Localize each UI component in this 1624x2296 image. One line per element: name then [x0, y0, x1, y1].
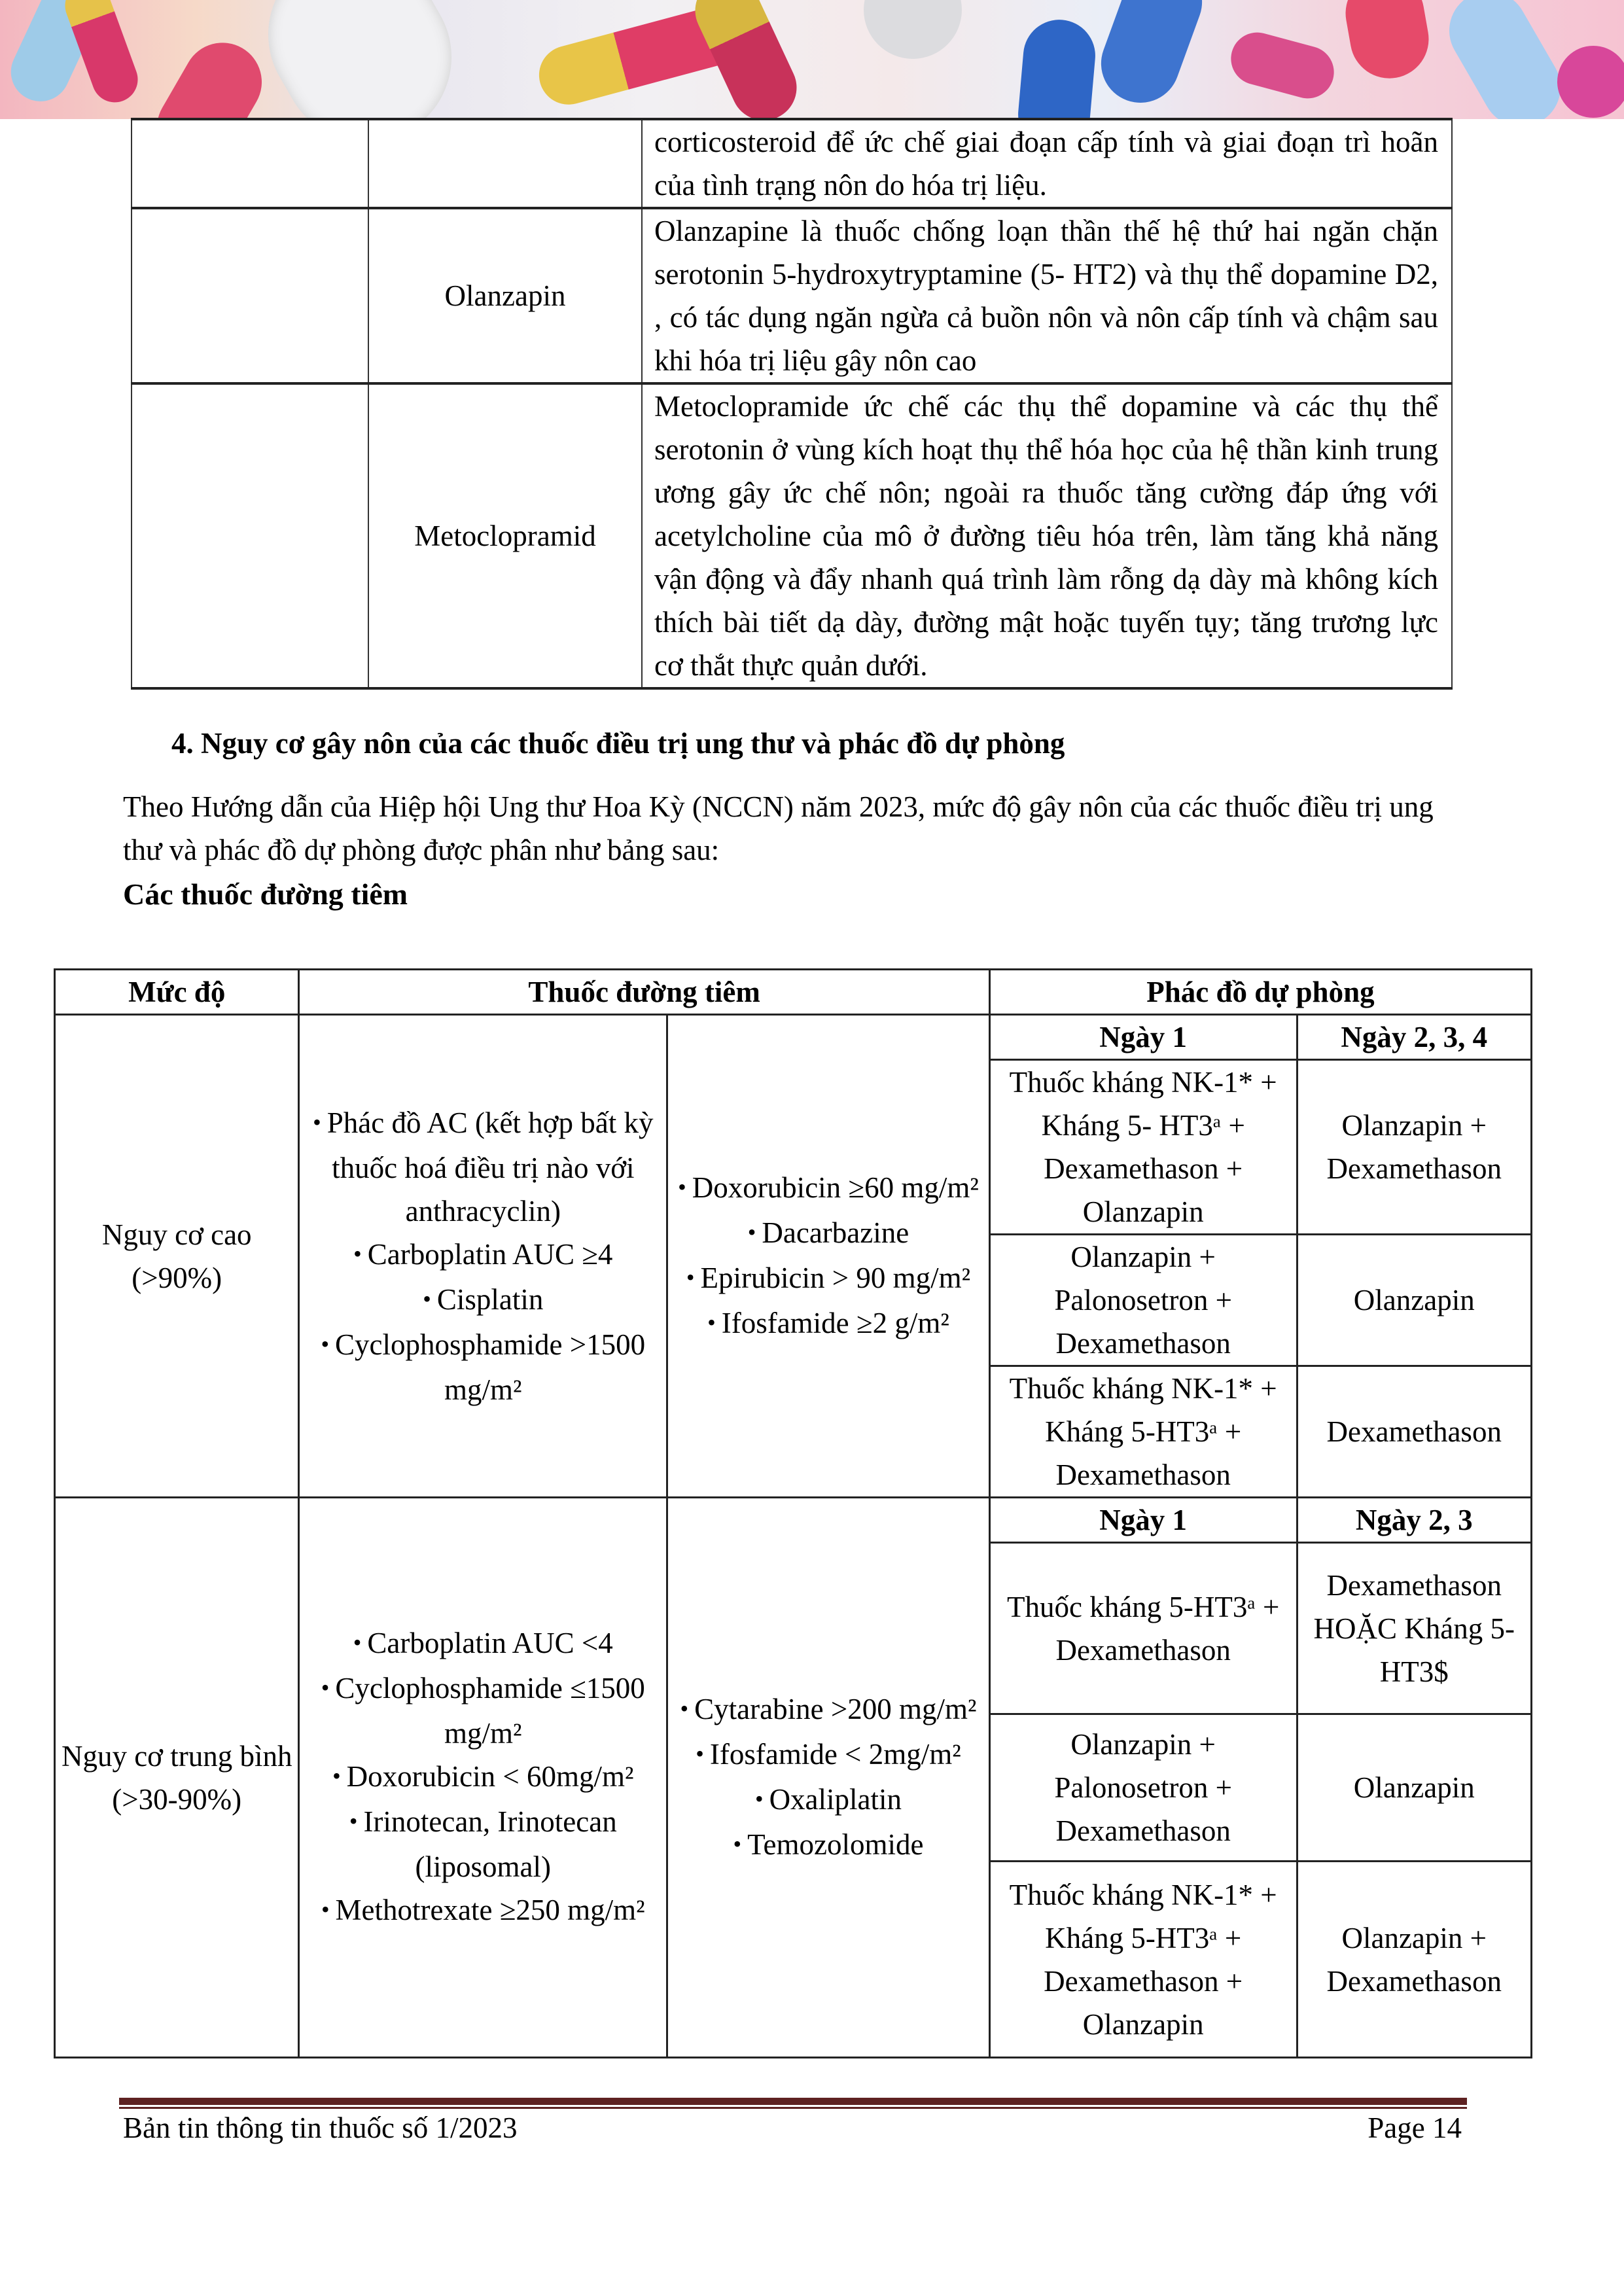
- drug-item: • Dacarbazine: [673, 1211, 983, 1256]
- drug-list-cell: [299, 1015, 667, 1498]
- drug-description-cell: Metoclopramide ức chế các thụ thể dopamine và các thụ thể serotonin ở vùng kích hoạt thụ thể hóa học của hệ thần kinh trung ương gây ức chế nôn; ngoài ra thuốc tăng cường đáp ứng với acetylcholine của mô ở đường tiêu hóa trên, làm tăng khả năng vận động và đẩy nhanh quá trình làm rỗng dạ dày mà không kích thích bài tiết dạ dày, đường mật hoặc tuyến tụy; tăng trương lực cơ thắt thực quản dưới.: [642, 383, 1452, 688]
- drug-list-cell: [299, 1498, 667, 2058]
- table-row: [55, 1498, 1532, 1543]
- drug-description-cell: Olanzapine là thuốc chống loạn thần thế hệ thứ hai ngăn chặn serotonin 5-hydroxytryptamine (5- HT2) và thụ thể dopamine D2, , có tác dụng ngăn ngừa cả buồn nôn và nôn cấp tính và chậm sau khi hóa trị liệu gây nôn cao: [642, 208, 1452, 383]
- drug-item: • Cyclophosphamide >1500 mg/m²: [305, 1323, 661, 1411]
- header-injectable-drugs: Thuốc đường tiêm: [299, 970, 989, 1015]
- drug-name-cell: Olanzapin: [368, 208, 642, 383]
- table-row: [132, 383, 1452, 688]
- regimen-later-days-cell: Dexamethason: [1297, 1366, 1532, 1498]
- drug-item: • Ifosfamide ≥2 g/m²: [673, 1301, 983, 1347]
- intro-paragraph: Theo Hướng dẫn của Hiệp hội Ung thư Hoa Kỳ (NCCN) năm 2023, mức độ gây nôn của các thuốc điều trị ung thư và phác đồ dự phòng được phân như bảng sau:: [123, 790, 1434, 866]
- regimen-day1-cell: Thuốc kháng 5-HT3ᵃ + Dexamethason: [989, 1543, 1297, 1714]
- drug-item: • Cyclophosphamide ≤1500 mg/m²: [305, 1667, 661, 1755]
- drug-item: • Cisplatin: [305, 1278, 661, 1323]
- regimen-later-days-cell: Dexamethason HOẶC Kháng 5-HT3$: [1297, 1543, 1532, 1714]
- footer-divider-thick: [119, 2098, 1467, 2105]
- regimen-day1-cell: Olanzapin + Palonosetron + Dexamethason: [989, 1235, 1297, 1366]
- footer-divider-thin: [119, 2107, 1467, 2109]
- pills-banner-image: [0, 0, 1624, 119]
- day-header: Ngày 1: [989, 1498, 1297, 1543]
- regimen-day1-cell: Thuốc kháng NK-1* + Kháng 5-HT3ᵃ + Dexamethason + Olanzapin: [989, 1862, 1297, 2058]
- regimen-day1-cell: Olanzapin + Palonosetron + Dexamethason: [989, 1714, 1297, 1862]
- drug-list-cell: [667, 1015, 990, 1498]
- drug-item: • Methotrexate ≥250 mg/m²: [305, 1888, 661, 1934]
- subheading-injectable-drugs: Các thuốc đường tiêm: [123, 877, 408, 911]
- empty-cell: [132, 383, 368, 688]
- drug-item: • Doxorubicin < 60mg/m²: [305, 1755, 661, 1800]
- regimen-later-days-cell: Olanzapin + Dexamethason: [1297, 1862, 1532, 2058]
- regimen-later-days-cell: Olanzapin + Dexamethason: [1297, 1060, 1532, 1235]
- table-row: [132, 208, 1452, 383]
- drug-item: • Carboplatin AUC <4: [305, 1621, 661, 1667]
- footer-publication-title: Bản tin thông tin thuốc số 1/2023: [123, 2111, 518, 2144]
- regimen-later-days-cell: Olanzapin: [1297, 1235, 1532, 1366]
- drug-item: • Epirubicin > 90 mg/m²: [673, 1256, 983, 1301]
- empty-cell: [132, 119, 368, 208]
- empty-cell: [132, 208, 368, 383]
- drug-item: • Cytarabine >200 mg/m²: [673, 1687, 983, 1733]
- drug-item: • Phác đồ AC (kết hợp bất kỳ thuốc hoá điều trị nào với anthracyclin): [305, 1101, 661, 1233]
- drug-name-cell: [368, 119, 642, 208]
- regimen-later-days-cell: Olanzapin: [1297, 1714, 1532, 1862]
- table-row: [132, 119, 1452, 208]
- drug-mechanism-table-continued: [131, 118, 1453, 690]
- header-prophylaxis-regimen: Phác đồ dự phòng: [989, 970, 1531, 1015]
- section-heading: 4. Nguy cơ gây nôn của các thuốc điều trị ung thư và phác đồ dự phòng: [171, 727, 1065, 760]
- regimen-day1-cell: Thuốc kháng NK-1* + Kháng 5- HT3ᵃ + Dexamethason + Olanzapin: [989, 1060, 1297, 1235]
- day-header: Ngày 2, 3, 4: [1297, 1015, 1532, 1060]
- risk-level-cell: Nguy cơ cao (>90%): [55, 1015, 299, 1498]
- header-level: Mức độ: [55, 970, 299, 1015]
- drug-item: • Oxaliplatin: [673, 1778, 983, 1823]
- drug-name-cell: Metoclopramid: [368, 383, 642, 688]
- risk-level-cell: Nguy cơ trung bình (>30-90%): [55, 1498, 299, 2058]
- table-row: [55, 1015, 1532, 1060]
- drug-item: • Ifosfamide < 2mg/m²: [673, 1733, 983, 1778]
- emetic-risk-table: [54, 968, 1532, 2058]
- regimen-day1-cell: Thuốc kháng NK-1* + Kháng 5-HT3ᵃ + Dexamethason: [989, 1366, 1297, 1498]
- drug-list-cell: [667, 1498, 990, 2058]
- day-header: Ngày 2, 3: [1297, 1498, 1532, 1543]
- drug-item: • Temozolomide: [673, 1823, 983, 1868]
- footer-divider: [119, 2098, 1467, 2108]
- footer-page-number: Page 14: [1368, 2111, 1462, 2144]
- drug-description-cell: corticosteroid để ức chế giai đoạn cấp tính và giai đoạn trì hoãn của tình trạng nôn do hóa trị liệu.: [642, 119, 1452, 208]
- drug-item: • Carboplatin AUC ≥4: [305, 1233, 661, 1278]
- drug-item: • Irinotecan, Irinotecan (liposomal): [305, 1800, 661, 1888]
- drug-item: • Doxorubicin ≥60 mg/m²: [673, 1166, 983, 1211]
- table-header-row: [55, 970, 1532, 1015]
- day-header: Ngày 1: [989, 1015, 1297, 1060]
